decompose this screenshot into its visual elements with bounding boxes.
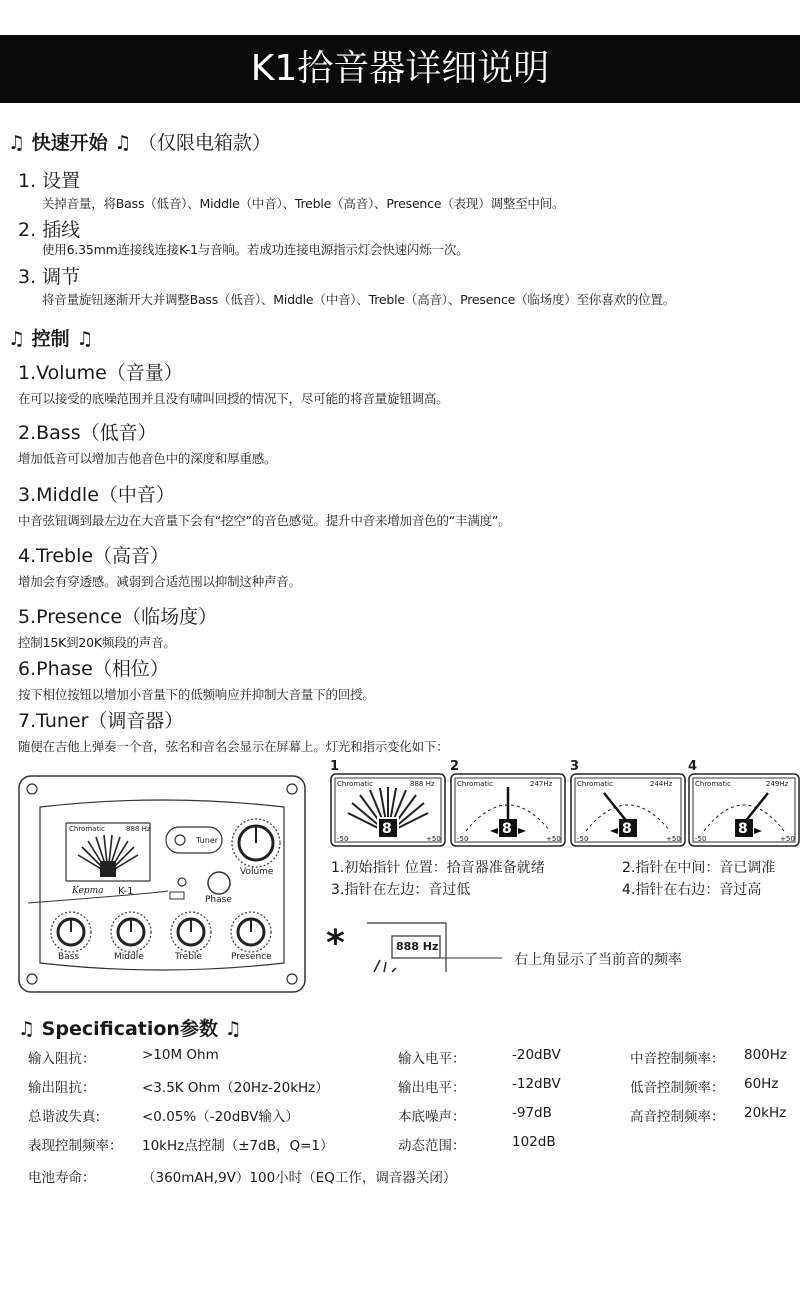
tuner-caption: 4.指针在右边：音过高 [622, 882, 762, 898]
spec-label: 高音控制频率： [630, 1109, 725, 1125]
display-note: 8 [382, 821, 392, 837]
control-title: 6.Phase（相位） [18, 658, 169, 680]
state-number: 3 [570, 759, 580, 774]
display-left: -50 [337, 835, 349, 843]
display-right: +50 [546, 835, 561, 843]
spec-label: 输入电平： [398, 1051, 466, 1067]
control-title: 7.Tuner（调音器） [18, 710, 184, 732]
controls-title: 控制 [31, 328, 70, 350]
spec-label: 输出阻抗： [28, 1080, 96, 1096]
display-left: -50 [577, 835, 589, 843]
callout-freq: 888 Hz [396, 940, 439, 953]
step-text: 关掉音量，将Bass（低音）、Middle（中音）、Treble（高音）、Presence（表现）调整至中间。 [42, 196, 565, 211]
control-text: 在可以接受的底噪范围并且没有啸叫回授的情况下，尽可能的将音量旋钮调高。 [18, 391, 449, 406]
spec-title: Specification参数 [41, 1018, 218, 1040]
spec-value: <0.05%（-20dBV输入） [142, 1109, 299, 1125]
spec-value: -20dBV [512, 1047, 561, 1063]
brand-logo: Kepma [72, 886, 104, 896]
model-label: K-1 [118, 886, 134, 897]
panel-screen-label: Chromatic [69, 825, 105, 833]
spec-value: 800Hz [744, 1047, 788, 1063]
control-text: 按下相位按钮以增加小音量下的低频响应并抑制大音量下的回授。 [18, 687, 375, 702]
music-note-icon: ♫ [224, 1018, 242, 1040]
state-number: 1 [330, 759, 340, 774]
state-number: 4 [688, 759, 698, 774]
volume-knob-label: Volume [240, 867, 274, 877]
display-right: +50 [780, 835, 795, 843]
display-right: +50 [666, 835, 681, 843]
quick-start-note: （仅限电箱款） [137, 132, 271, 154]
display-freq: 244Hz [650, 780, 673, 788]
tuner-caption: 2.指针在中间：音已调准 [622, 860, 776, 876]
spec-label: 总谐波失真: [28, 1109, 101, 1125]
spec-value: （360mAH,9V）100小时（EQ工作，调音器关闭） [142, 1170, 457, 1186]
phase-label: Phase [205, 895, 232, 905]
display-note: 8 [502, 821, 512, 837]
step-title: 3. 调节 [18, 266, 81, 288]
control-text: 增加低音可以增加吉他音色中的深度和厚重感。 [18, 451, 277, 466]
display-label: Chromatic [457, 780, 493, 788]
step-text: 将音量旋钮逐渐开大并调整Bass（低音）、Middle（中音）、Treble（高音）、Presence（临场度）至你喜欢的位置。 [42, 292, 676, 307]
step-title: 2. 插线 [18, 219, 81, 241]
display-freq: 247Hz [530, 780, 553, 788]
control-title: 3.Middle（中音） [18, 484, 175, 506]
spec-value: -97dB [512, 1105, 552, 1121]
music-note-icon: ♫ [8, 132, 26, 154]
spec-value: <3.5K Ohm（20Hz-20kHz） [142, 1080, 329, 1096]
tuner-button-label[interactable]: Tuner [196, 836, 219, 845]
music-note-icon: ♫ [114, 132, 132, 154]
display-label: Chromatic [695, 780, 731, 788]
control-text: 中音弦钮调到最左边在大音量下会有“挖空”的音色感觉。提升中音来增加音色的“丰满度”。 [18, 513, 511, 528]
display-freq: 888 Hz [410, 780, 435, 788]
spec-label: 电池寿命： [28, 1170, 96, 1186]
display-note: 8 [738, 821, 748, 837]
freq-callout-display [366, 922, 502, 982]
tuner-states [330, 759, 800, 854]
quick-start-title: 快速开始 [31, 132, 108, 154]
knob-label-middle: Middle [114, 952, 144, 962]
music-note-icon: ♫ [8, 328, 26, 350]
display-freq: 249Hz [766, 780, 789, 788]
music-note-icon: ♫ [18, 1018, 36, 1040]
display-left: -50 [457, 835, 469, 843]
spec-label: 输入阻抗： [28, 1051, 96, 1067]
spec-label: 低音控制频率： [630, 1080, 725, 1096]
freq-callout-text: 右上角显示了当前音的频率 [514, 952, 682, 968]
spec-label: 表现控制频率： [28, 1138, 123, 1154]
display-left: -50 [695, 835, 707, 843]
tuner-caption: 3.指针在左边：音过低 [331, 882, 471, 898]
spec-label: 输出电平： [398, 1080, 466, 1096]
spec-value: 20kHz [744, 1105, 787, 1121]
spec-label: 中音控制频率： [630, 1051, 725, 1067]
panel-screen-freq: 888 Hz [126, 825, 151, 833]
knob-label-treble: Treble [175, 952, 202, 962]
knob-label-presence: Presence [231, 952, 272, 962]
control-text: 增加会有穿透感。减弱到合适范围以抑制这种声音。 [18, 574, 301, 589]
control-title: 1.Volume（音量） [18, 362, 183, 384]
tuner-caption: 1.初始指针 位置：拾音器准备就绪 [331, 860, 545, 876]
spec-value: -12dBV [512, 1076, 561, 1092]
spec-heading [18, 1014, 242, 1041]
control-title: 2.Bass（低音） [18, 422, 157, 444]
control-title: 5.Presence（临场度） [18, 606, 218, 628]
page-title: K1拾音器详细说明 [0, 35, 800, 103]
display-label: Chromatic [337, 780, 373, 788]
controls-heading [8, 324, 93, 351]
spec-label: 动态范围： [398, 1138, 466, 1154]
display-right: +50 [426, 835, 441, 843]
music-note-icon: ♫ [76, 328, 94, 350]
spec-value: 10kHz点控制（±7dB，Q=1） [142, 1138, 334, 1154]
spec-value: 60Hz [744, 1076, 779, 1092]
star-marker: * [326, 923, 345, 964]
control-text: 随便在吉他上弹奏一个音，弦名和音名会显示在屏幕上。灯光和指示变化如下： [18, 739, 449, 754]
display-note: 8 [622, 821, 632, 837]
knob-label-bass: Bass [58, 952, 80, 962]
quick-start-heading [8, 128, 271, 155]
spec-value: >10M Ohm [142, 1047, 219, 1063]
k1-panel [18, 775, 306, 993]
step-title: 1. 设置 [18, 170, 81, 192]
display-label: Chromatic [577, 780, 613, 788]
control-text: 控制15K到20K频段的声音。 [18, 635, 176, 650]
spec-label: 本底噪声： [398, 1109, 466, 1125]
step-text: 使用6.35mm连接线连接K-1与音响。若成功连接电源指示灯会快速闪烁一次。 [42, 242, 469, 257]
state-number: 2 [450, 759, 460, 774]
control-title: 4.Treble（高音） [18, 545, 170, 567]
spec-value: 102dB [512, 1134, 556, 1150]
